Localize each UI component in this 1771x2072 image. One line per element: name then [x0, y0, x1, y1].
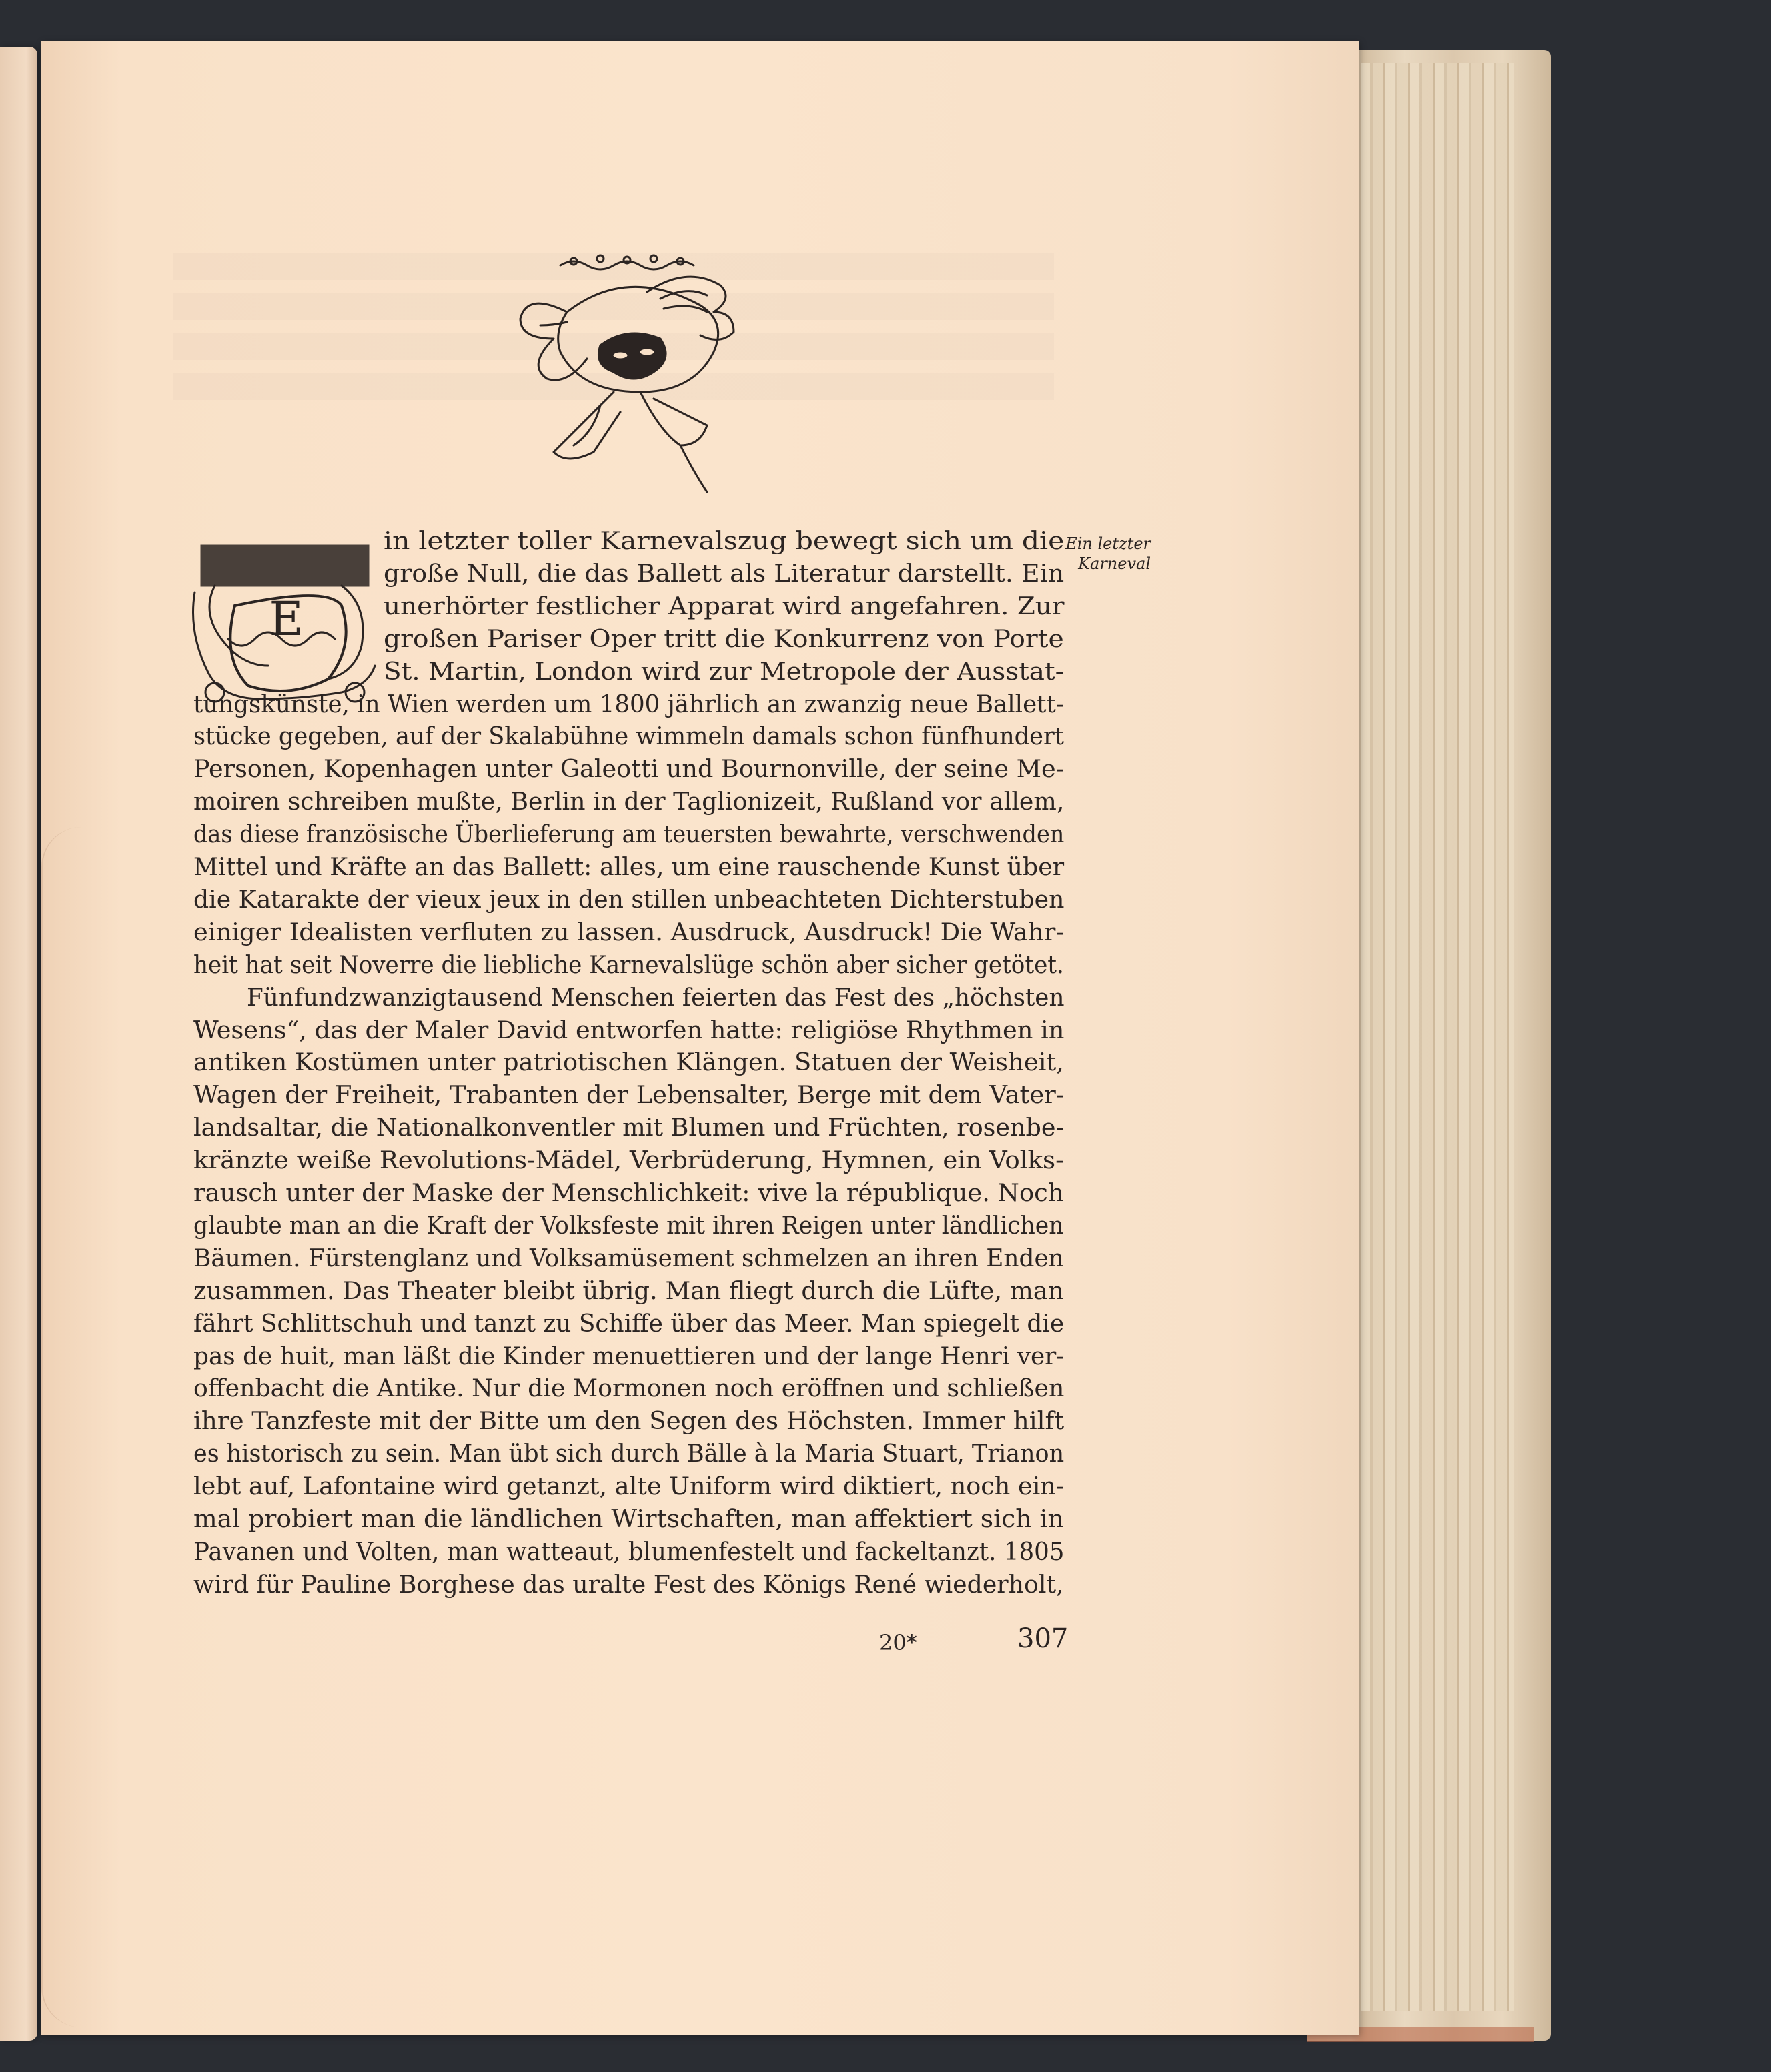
- text-line: zusammen. Das Theater bleibt übrig. Man fliegt durch die Lüfte, man: [193, 1277, 1064, 1305]
- text-line: einiger Idealisten verfluten zu lassen. Ausdruck, Ausdruck! Die Wahr-: [193, 918, 1064, 946]
- drop-cap-letter: E: [269, 592, 304, 646]
- text-line: pas de huit, man läßt die Kinder menuettieren und der lange Henri ver-: [193, 1342, 1065, 1370]
- margin-note-line: Karneval: [1078, 554, 1151, 573]
- text-line: Pavanen und Volten, man watteaut, blumenfestelt und fackeltanzt. 1805: [193, 1538, 1065, 1566]
- text-line: großen Pariser Oper tritt die Konkurrenz von Porte: [384, 625, 1064, 653]
- margin-note-line: Ein letzter: [1065, 534, 1151, 553]
- text-line: Personen, Kopenhagen unter Galeotti und Bournonville, der seine Me-: [193, 756, 1065, 784]
- text-line: es historisch zu sein. Man übt sich durch Bälle à la Maria Stuart, Trianon: [193, 1440, 1065, 1468]
- text-line: ihre Tanzfeste mit der Bitte um den Segen des Höchsten. Immer hilft: [193, 1408, 1065, 1436]
- text-line: mal probiert man die ländlichen Wirtschaften, man affektiert sich in: [193, 1506, 1064, 1533]
- text-line: heit hat seit Noverre die liebliche Karnevalslüge schön aber sicher getötet.: [193, 951, 1064, 979]
- text-line: Wagen der Freiheit, Trabanten der Lebensalter, Berge mit dem Vater-: [193, 1082, 1065, 1110]
- text-line: Bäumen. Fürstenglanz und Volksamüsement schmelzen an ihren Enden: [193, 1244, 1064, 1272]
- page-number: 307: [1017, 1623, 1069, 1654]
- text-line: große Null, die das Ballett als Literatur darstellt. Ein: [384, 560, 1065, 588]
- text-line: die Katarakte der vieux jeux in den stillen unbeachteten Dichterstuben: [193, 886, 1065, 914]
- text-line: antiken Kostümen unter patriotischen Klängen. Statuen der Weisheit,: [193, 1049, 1065, 1077]
- signature-mark: 20*: [879, 1630, 917, 1655]
- text-line: landsaltar, die Nationalkonventler mit Blumen und Früchten, rosenbe-: [193, 1114, 1064, 1142]
- text-line: lebt auf, Lafontaine wird getanzt, alte Uniform wird diktiert, noch ein-: [193, 1473, 1065, 1501]
- text-line: stücke gegeben, auf der Skalabühne wimmeln damals schon fünfhundert: [193, 723, 1064, 751]
- text-line: glaubte man an die Kraft der Volksfeste mit ihren Reigen unter ländlichen: [193, 1212, 1064, 1240]
- text-line: wird für Pauline Borghese das uralte Fest des Königs René wiederholt,: [193, 1571, 1064, 1599]
- text-line: Mittel und Kräfte an das Ballett: alles, um eine rauschende Kunst über: [193, 854, 1065, 881]
- text-line: kränzte weiße Revolutions-Mädel, Verbrüderung, Hymnen, ein Volks-: [193, 1147, 1064, 1175]
- text-line: tungskünste, in Wien werden um 1800 jährlich an zwanzig neue Ballett-: [193, 690, 1064, 718]
- text-line: rausch unter der Maske der Menschlichkeit: vive la république. Noch: [193, 1180, 1064, 1207]
- text-line: St. Martin, London wird zur Metropole der Ausstat-: [384, 658, 1064, 686]
- text-line: moiren schreiben mußte, Berlin in der Taglionizeit, Rußland vor allem,: [193, 788, 1065, 816]
- text-line: offenbacht die Antike. Nur die Mormonen noch eröffnen und schließen: [193, 1375, 1065, 1403]
- text-line: unerhörter festlicher Apparat wird angefahren. Zur: [384, 592, 1065, 620]
- text-line: fährt Schlittschuh und tanzt zu Schiffe über das Meer. Man spiegelt die: [193, 1310, 1065, 1338]
- text-line: Wesens“, das der Maler David entworfen hatte: religiöse Rhythmen in: [193, 1016, 1065, 1044]
- text-line: in letzter toller Karnevalszug bewegt sich um die: [384, 528, 1065, 555]
- text-line: das diese französische Überlieferung am teuersten bewahrte, verschwenden: [193, 821, 1065, 849]
- text-line: Fünfundzwanzigtausend Menschen feierten das Fest des „höchsten: [247, 984, 1065, 1012]
